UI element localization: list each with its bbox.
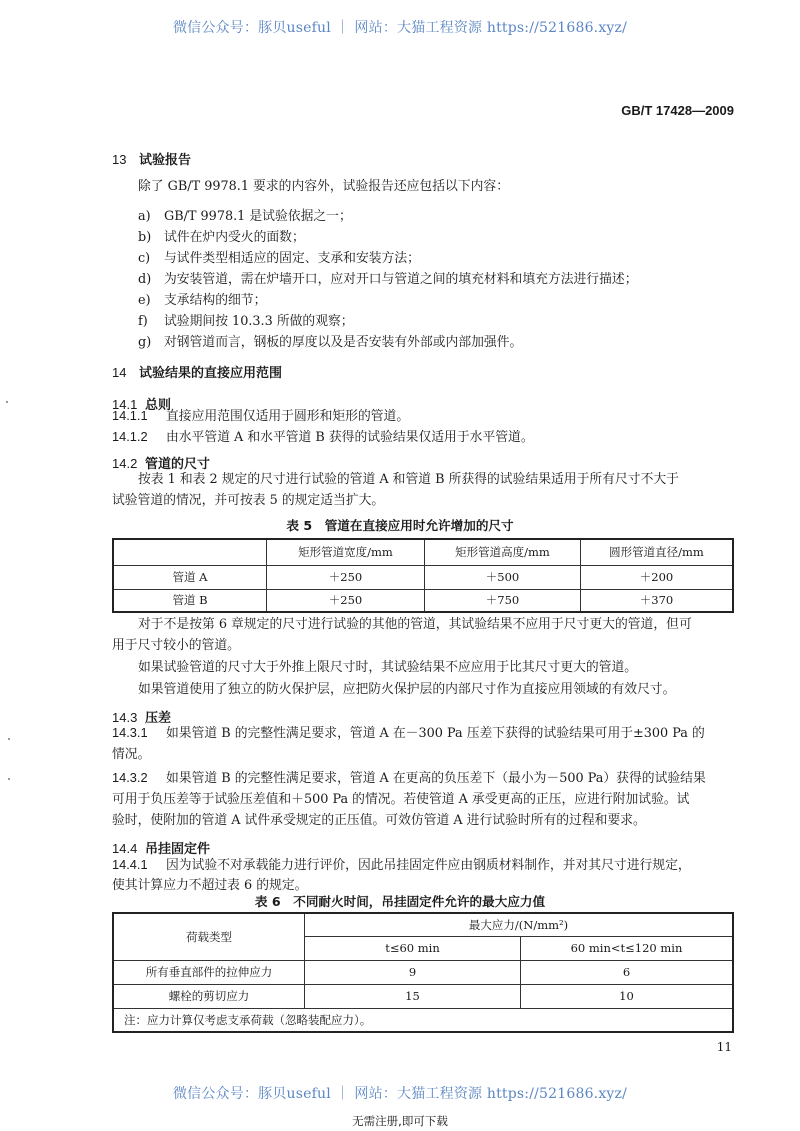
item-text: 对钢管道而言，钢板的厚度以及是否安装有外部或内部加强件。 [164,335,523,350]
clause-number: 14.4.1 [112,857,148,872]
clause-number: 14.2 [112,456,138,471]
clause-14-2-para1-line2: 试验管道的情况，并可按表 5 的规定适当扩大。 [112,493,385,508]
clause-number: 14.1.2 [112,429,148,444]
clause-text: 如果管道 B 的完整性满足要求，管道 A 在更高的负压差下（最小为－500 Pa）获得的试验结果 [166,771,706,786]
item-label: g) [138,335,152,350]
clause-14-3-2-line2: 可用于负压差等于试验压差值和＋500 Pa 的情况。若使管道 A 承受更高的正压，应进行附加试验。试 [112,792,690,807]
table-note: 注：应力计算仅考虑支承荷载（忽略装配应力）。 [113,1008,733,1032]
clause-14-4-1-line2: 使其计算应力不超过表 6 的规定。 [112,878,308,893]
item-label: b) [138,230,152,245]
clause-title: 管道的尺寸 [145,457,211,472]
section-number: 13 [112,152,127,167]
table-header-cell: 圆形管道直径/mm [581,539,734,565]
table-cell: ＋250 [267,565,425,589]
table-5-caption: 表 5 管道在直接应用时允许增加的尺寸 [286,518,514,533]
clause-number: 14.3.2 [112,770,148,785]
item-label: e) [138,293,151,308]
clause-number: 14.3.1 [112,725,148,740]
item-label: f) [138,314,148,329]
item-text: 试验期间按 10.3.3 所做的观察； [164,314,354,329]
table-cell: 所有垂直部件的拉伸应力 [113,960,305,984]
report-list-item [138,310,354,329]
clause-title: 吊挂固定件 [145,842,211,857]
table-cell: ＋750 [425,589,581,612]
clause-14-2-para4: 如果管道使用了独立的防火保护层，应把防火保护层的内部尺寸作为直接应用领域的有效尺寸。 [138,682,676,697]
table-6 [112,912,734,1033]
clause-14-2-para3: 如果试验管道的尺寸大于外推上限尺寸时，其试验结果不应应用于比其尺寸更大的管道。 [138,660,638,675]
table-cell: 6 [521,960,734,984]
table-cell: 9 [305,960,521,984]
watermark-bottom: 微信公众号：豚贝useful ｜ 网站：大猫工程资源 https://521686.xyz/ [172,1086,628,1102]
clause-title: 总则 [145,398,172,413]
table-header-cell [113,539,267,565]
item-text: 支承结构的细节； [164,293,267,308]
clause-14-2-para2-line2: 用于尺寸较小的管道。 [112,638,240,653]
clause-14-3-2-line1 [112,767,706,790]
table-row [113,960,733,984]
download-note: 无需注册,即可下载 [352,1114,448,1128]
table-row [113,589,733,612]
section-title: 试验结果的直接应用范围 [139,366,283,381]
section-13-heading [112,149,191,168]
scan-mark [8,778,10,780]
table-cell: ＋250 [267,589,425,612]
table-cell: ＋370 [581,589,734,612]
clause-14-3-1-line2: 情况。 [112,747,151,762]
item-text: 试件在炉内受火的面数； [164,230,305,245]
section-13-intro: 除了 GB/T 9978.1 要求的内容外，试验报告还应包括以下内容： [138,179,509,194]
table-6-caption: 表 6 不同耐火时间，吊挂固定件允许的最大应力值 [254,894,546,909]
table-cell: ＋500 [425,565,581,589]
clause-14-1-1 [112,405,409,428]
standard-code-header: GB/T 17428—2009 [621,103,734,118]
report-list-item [138,226,305,245]
section-14-heading [112,362,282,381]
item-label: c) [138,251,151,266]
table-cell: 10 [521,984,734,1008]
item-text: 为安装管道，需在炉墙开口，应对开口与管道之间的填充材料和填充方法进行描述； [164,272,638,287]
table-cell: 管道 B [113,589,267,612]
table-header-row [113,539,733,565]
item-label: a) [138,209,151,224]
clause-number: 14.1 [112,397,138,412]
report-list-item [138,247,420,266]
table-note-row [113,1008,733,1032]
table-header-cell-max-stress: 最大应力/(N/mm²) [305,913,734,936]
section-title: 试验报告 [139,153,192,168]
section-number: 14 [112,365,127,380]
clause-14-2-para1-line1: 按表 1 和表 2 规定的尺寸进行试验的管道 A 和管道 B 所获得的试验结果适用于所有尺寸不大于 [138,472,679,487]
page-number: 11 [716,1040,732,1054]
table-cell: 15 [305,984,521,1008]
report-list-item [138,331,522,350]
table-cell: 管道 A [113,565,267,589]
clause-number: 14.4 [112,841,138,856]
table-5 [112,538,734,613]
table-cell: ＋200 [581,565,734,589]
table-row [113,565,733,589]
table-header-cell: 矩形管道高度/mm [425,539,581,565]
clause-14-3-2-line3: 验时，使附加的管道 A 试件承受规定的正压值。可效仿管道 A 进行试验时所有的过程和要求。 [112,813,646,828]
table-subheader-cell: 60 min<t≤120 min [521,936,734,960]
item-label: d) [138,272,152,287]
report-list-item [138,205,352,224]
clause-text: 直接应用范围仅适用于圆形和矩形的管道。 [166,409,410,424]
clause-text: 如果管道 B 的完整性满足要求，管道 A 在－300 Pa 压差下获得的试验结果可用于±300 Pa 的 [166,726,705,741]
report-list-item [138,289,266,308]
table-cell: 螺栓的剪切应力 [113,984,305,1008]
table-header-cell: 矩形管道宽度/mm [267,539,425,565]
scan-mark [6,401,8,403]
watermark-top: 微信公众号：豚贝useful ｜ 网站：大猫工程资源 https://521686.xyz/ [172,20,628,36]
clause-14-1-2 [112,426,534,449]
clause-text: 因为试验不对承载能力进行评价，因此吊挂固定件应由钢质材料制作，并对其尺寸进行规定， [166,858,691,873]
scan-mark [8,738,10,740]
clause-text: 由水平管道 A 和水平管道 B 获得的试验结果仅适用于水平管道。 [166,430,534,445]
clause-title: 压差 [145,711,172,726]
item-text: GB/T 9978.1 是试验依据之一； [164,209,352,224]
clause-14-3-1-line1 [112,722,705,745]
clause-14-4-1-line1 [112,854,691,877]
report-list-item [138,268,637,287]
clause-number: 14.1.1 [112,408,148,423]
clause-14-2-para2-line1: 对于不是按第 6 章规定的尺寸进行试验的其他的管道，其试验结果不应用于尺寸更大的管道，但可 [138,617,692,632]
item-text: 与试件类型相适应的固定、支承和安装方法； [164,251,420,266]
clause-number: 14.3 [112,710,138,725]
table-row [113,984,733,1008]
table-header-row [113,913,733,936]
table-subheader-cell: t≤60 min [305,936,521,960]
table-header-cell-load-type: 荷载类型 [113,913,305,960]
